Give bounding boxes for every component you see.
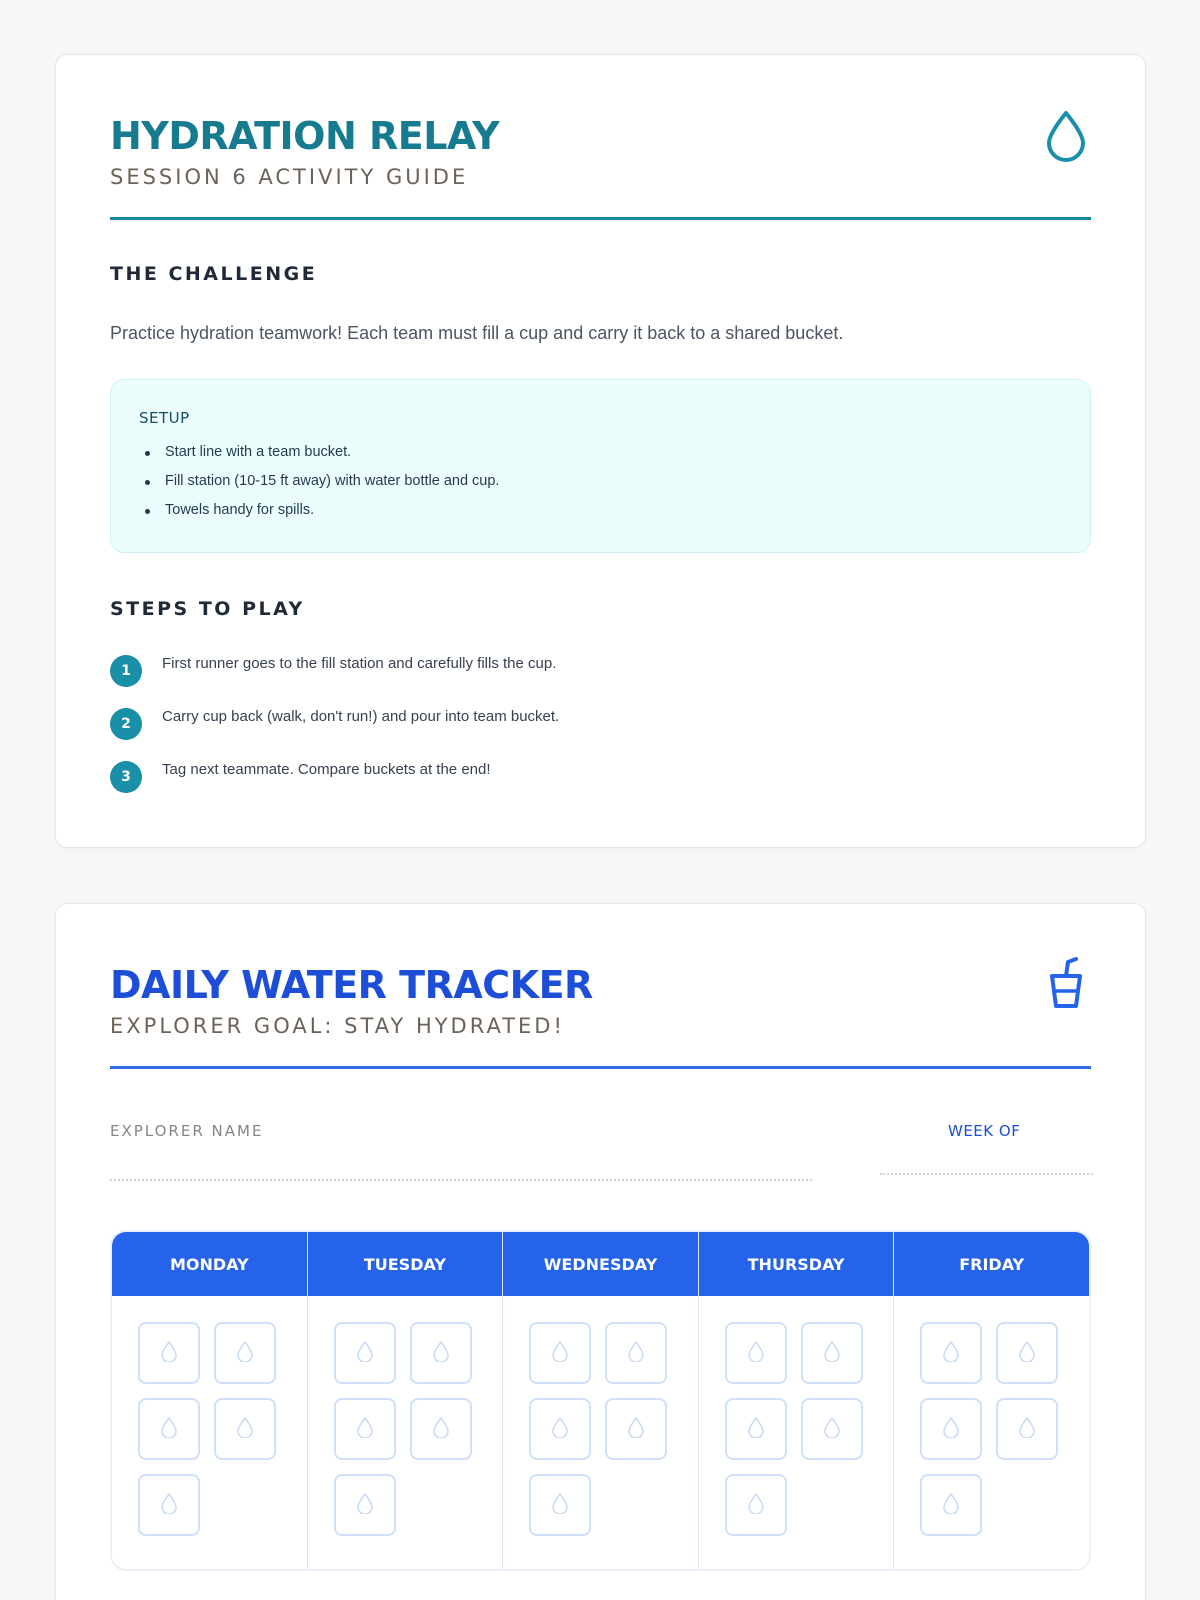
cup-grid <box>334 1322 474 1536</box>
relay-header <box>110 107 1091 221</box>
relay-title: HYDRATION RELAY <box>110 114 500 158</box>
water-drop-icon <box>942 1416 960 1442</box>
relay-header-rule <box>110 217 1091 220</box>
water-drop-icon <box>627 1416 645 1442</box>
day-header: WEDNESDAY <box>503 1232 698 1296</box>
tracker-card <box>55 903 1146 1600</box>
water-drop-icon <box>432 1340 450 1366</box>
cup-with-straw-icon <box>1041 956 1091 1012</box>
water-cup-checkbox[interactable] <box>138 1322 200 1384</box>
day-column <box>112 1232 308 1569</box>
water-drop-icon <box>1018 1416 1036 1442</box>
explorer-name-field[interactable] <box>110 1179 812 1181</box>
water-drop-icon <box>1018 1340 1036 1366</box>
tracker-header-rule <box>110 1066 1091 1069</box>
water-cup-checkbox[interactable] <box>725 1322 787 1384</box>
water-drop-icon <box>551 1416 569 1442</box>
cup-grid <box>138 1322 278 1536</box>
relay-card <box>55 54 1146 848</box>
water-cup-checkbox[interactable] <box>334 1474 396 1536</box>
water-cup-checkbox[interactable] <box>605 1322 667 1384</box>
water-drop-icon <box>160 1416 178 1442</box>
water-drop-icon <box>236 1416 254 1442</box>
day-column <box>699 1232 895 1569</box>
water-drop-icon <box>432 1416 450 1442</box>
day-header: MONDAY <box>112 1232 307 1296</box>
water-drop-icon <box>236 1340 254 1366</box>
water-drop-icon <box>627 1340 645 1366</box>
water-cup-checkbox[interactable] <box>410 1398 472 1460</box>
list-item: Fill station (10-15 ft away) with water bottle and cup. <box>139 473 499 502</box>
step-number-badge: 3 <box>110 761 142 793</box>
tracker-title: DAILY WATER TRACKER <box>110 963 593 1007</box>
water-drop-icon <box>823 1340 841 1366</box>
explorer-name-label: EXPLORER NAME <box>110 1122 264 1140</box>
water-cup-checkbox[interactable] <box>138 1474 200 1536</box>
list-item: Towels handy for spills. <box>139 502 499 531</box>
water-drop-icon <box>747 1340 765 1366</box>
water-cup-checkbox[interactable] <box>529 1398 591 1460</box>
water-cup-checkbox[interactable] <box>725 1398 787 1460</box>
water-drop-icon <box>356 1492 374 1518</box>
relay-subtitle: SESSION 6 ACTIVITY GUIDE <box>110 165 469 189</box>
water-cup-checkbox[interactable] <box>605 1398 667 1460</box>
water-cup-checkbox[interactable] <box>214 1398 276 1460</box>
water-drop-icon <box>942 1492 960 1518</box>
water-cup-checkbox[interactable] <box>920 1322 982 1384</box>
step-text: Tag next teammate. Compare buckets at the end! <box>162 761 491 778</box>
water-drop-icon <box>747 1416 765 1442</box>
water-cup-checkbox[interactable] <box>138 1398 200 1460</box>
water-drop-icon <box>747 1492 765 1518</box>
day-header: TUESDAY <box>308 1232 503 1296</box>
water-cup-checkbox[interactable] <box>214 1322 276 1384</box>
water-cup-checkbox[interactable] <box>801 1322 863 1384</box>
day-header: THURSDAY <box>699 1232 894 1296</box>
water-cup-checkbox[interactable] <box>920 1398 982 1460</box>
water-drop-icon <box>356 1340 374 1366</box>
water-cup-checkbox[interactable] <box>920 1474 982 1536</box>
setup-box <box>110 379 1091 553</box>
water-tracker-table <box>110 1230 1091 1571</box>
tracker-subtitle: EXPLORER GOAL: STAY HYDRATED! <box>110 1014 565 1038</box>
water-cup-checkbox[interactable] <box>334 1398 396 1460</box>
water-cup-checkbox[interactable] <box>410 1322 472 1384</box>
setup-list <box>139 444 499 531</box>
step-number-badge: 2 <box>110 708 142 740</box>
challenge-intro: Practice hydration teamwork! Each team must fill a cup and carry it back to a shared bucket. <box>110 323 844 343</box>
water-cup-checkbox[interactable] <box>529 1474 591 1536</box>
cup-grid <box>529 1322 669 1536</box>
list-item: Start line with a team bucket. <box>139 444 499 473</box>
water-drop-icon <box>823 1416 841 1442</box>
steps-heading: STEPS TO PLAY <box>110 598 305 620</box>
cup-grid <box>920 1322 1060 1536</box>
water-drop-icon <box>356 1416 374 1442</box>
water-drop-icon <box>551 1340 569 1366</box>
water-drop-icon <box>160 1340 178 1366</box>
day-column <box>503 1232 699 1569</box>
water-cup-checkbox[interactable] <box>334 1322 396 1384</box>
water-cup-checkbox[interactable] <box>529 1322 591 1384</box>
water-cup-checkbox[interactable] <box>996 1398 1058 1460</box>
week-of-field[interactable] <box>880 1173 1093 1175</box>
water-drop-icon <box>160 1492 178 1518</box>
step-number-badge: 1 <box>110 655 142 687</box>
water-cup-checkbox[interactable] <box>801 1398 863 1460</box>
cup-grid <box>725 1322 865 1536</box>
water-cup-checkbox[interactable] <box>725 1474 787 1536</box>
setup-title: SETUP <box>139 409 190 427</box>
step-text: First runner goes to the fill station and carefully fills the cup. <box>162 655 557 672</box>
water-drop-icon <box>942 1340 960 1366</box>
day-header: FRIDAY <box>894 1232 1089 1296</box>
week-of-label: WEEK OF <box>948 1122 1021 1140</box>
water-cup-checkbox[interactable] <box>996 1322 1058 1384</box>
challenge-heading: THE CHALLENGE <box>110 263 318 285</box>
water-drop-icon <box>551 1492 569 1518</box>
tracker-header <box>110 956 1091 1070</box>
step-text: Carry cup back (walk, don't run!) and pour into team bucket. <box>162 708 560 725</box>
water-drop-icon <box>1041 107 1091 163</box>
day-column <box>894 1232 1089 1569</box>
day-column <box>308 1232 504 1569</box>
